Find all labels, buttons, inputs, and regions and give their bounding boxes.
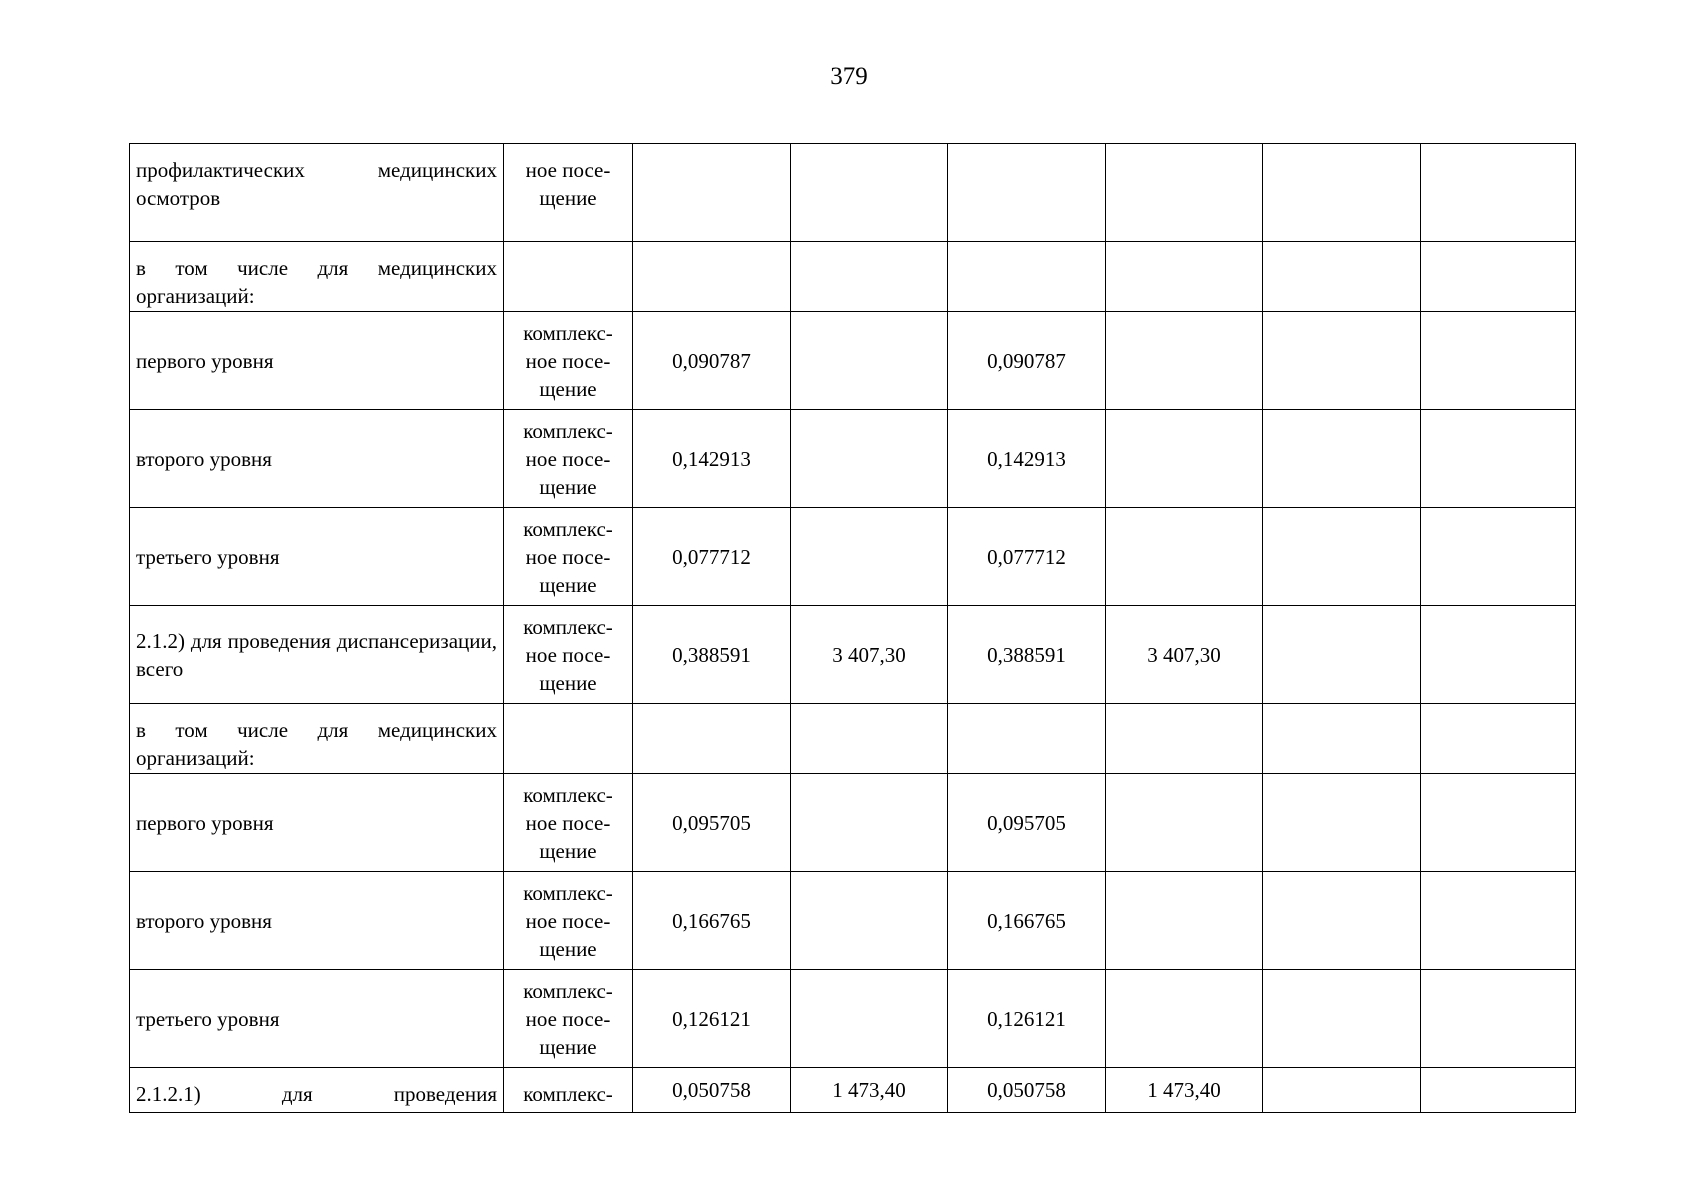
value-cell: 0,050758	[633, 1068, 791, 1113]
value-cell	[1421, 704, 1576, 774]
value-cell	[1106, 410, 1263, 508]
row-unit	[504, 144, 633, 242]
unit-line: ное посе-	[525, 158, 611, 182]
row-unit	[504, 508, 633, 606]
value-cell	[791, 872, 948, 970]
row-name: первого уровня	[130, 312, 504, 410]
data-table	[129, 143, 1576, 1113]
row-name: третьего уровня	[130, 508, 504, 606]
unit-line: комплекс-	[523, 516, 613, 541]
page-number: 379	[830, 63, 868, 90]
value-cell	[1106, 508, 1263, 606]
value-cell	[1263, 872, 1421, 970]
row-name: в том числе для медицинских организаций:	[130, 704, 504, 774]
row-name: второго уровня	[130, 872, 504, 970]
value-cell	[1263, 774, 1421, 872]
unit-line: щение	[539, 474, 597, 499]
unit-line: щение	[539, 572, 597, 597]
value-cell	[1263, 606, 1421, 704]
value-cell	[791, 312, 948, 410]
unit-line: комплекс-	[523, 782, 613, 807]
value-cell	[1421, 144, 1576, 242]
value-cell: 0,388591	[948, 606, 1106, 704]
row-unit	[504, 872, 633, 970]
value-cell	[1263, 242, 1421, 312]
value-cell	[1263, 508, 1421, 606]
row-unit	[504, 410, 633, 508]
value-cell	[1421, 872, 1576, 970]
value-cell	[1421, 606, 1576, 704]
value-cell	[633, 242, 791, 312]
value-cell: 0,166765	[633, 872, 791, 970]
value-cell	[948, 242, 1106, 312]
value-cell: 0,050758	[948, 1068, 1106, 1113]
table-row	[130, 970, 1576, 1068]
value-cell: 0,077712	[948, 508, 1106, 606]
value-cell	[791, 970, 948, 1068]
value-cell	[1263, 1068, 1421, 1113]
value-cell: 3 407,30	[791, 606, 948, 704]
value-cell: 1 473,40	[791, 1068, 948, 1113]
value-cell: 0,095705	[948, 774, 1106, 872]
value-cell	[1421, 1068, 1576, 1113]
unit-line: щение	[539, 670, 597, 695]
unit-line: щение	[539, 936, 597, 961]
value-cell: 1 473,40	[1106, 1068, 1263, 1113]
unit-line: комплекс-	[523, 418, 613, 443]
value-cell	[948, 704, 1106, 774]
unit-line: комплекс-	[523, 978, 613, 1003]
unit-line: комплекс-	[523, 320, 613, 345]
value-cell: 0,166765	[948, 872, 1106, 970]
table-row	[130, 606, 1576, 704]
row-unit	[504, 312, 633, 410]
value-cell: 0,126121	[948, 970, 1106, 1068]
unit-line: щение	[539, 376, 597, 401]
value-cell	[1106, 704, 1263, 774]
value-cell	[1106, 970, 1263, 1068]
unit-line: ное посе-	[525, 348, 611, 373]
row-name: в том числе для медицинских организаций:	[130, 242, 504, 312]
table-row	[130, 312, 1576, 410]
value-cell	[633, 144, 791, 242]
table-row	[130, 410, 1576, 508]
value-cell	[1263, 704, 1421, 774]
row-name: первого уровня	[130, 774, 504, 872]
table-row	[130, 508, 1576, 606]
value-cell	[1263, 970, 1421, 1068]
row-unit	[504, 1068, 633, 1113]
value-cell	[791, 242, 948, 312]
row-name: профилактических медицинских осмотров	[130, 144, 504, 242]
row-name: 2.1.2) для проведения диспансеризации, всего	[130, 606, 504, 704]
table-row	[130, 704, 1576, 774]
value-cell: 0,090787	[948, 312, 1106, 410]
table-row	[130, 144, 1576, 242]
table-row	[130, 872, 1576, 970]
unit-line: комплекс-	[523, 614, 613, 639]
value-cell	[1421, 508, 1576, 606]
table-row	[130, 774, 1576, 872]
value-cell	[1421, 410, 1576, 508]
value-cell	[791, 144, 948, 242]
unit-line: ное посе-	[525, 642, 611, 667]
value-cell: 0,095705	[633, 774, 791, 872]
value-cell	[791, 774, 948, 872]
value-cell: 0,077712	[633, 508, 791, 606]
unit-line: ное посе-	[525, 544, 611, 569]
unit-line: комплекс-	[523, 1082, 613, 1106]
value-cell	[1421, 312, 1576, 410]
row-unit	[504, 774, 633, 872]
value-cell	[1263, 312, 1421, 410]
value-cell	[633, 704, 791, 774]
unit-line: щение	[539, 838, 597, 863]
value-cell	[1421, 774, 1576, 872]
value-cell	[1263, 410, 1421, 508]
value-cell	[948, 144, 1106, 242]
value-cell: 0,090787	[633, 312, 791, 410]
value-cell: 0,142913	[633, 410, 791, 508]
value-cell	[1106, 242, 1263, 312]
value-cell	[1106, 312, 1263, 410]
row-unit	[504, 606, 633, 704]
value-cell	[1421, 970, 1576, 1068]
value-cell	[1421, 242, 1576, 312]
value-cell	[1106, 774, 1263, 872]
unit-line: щение	[539, 1034, 597, 1059]
unit-line: ное посе-	[525, 1006, 611, 1031]
value-cell	[791, 704, 948, 774]
value-cell	[1106, 872, 1263, 970]
row-unit	[504, 704, 633, 774]
table-row	[130, 242, 1576, 312]
row-name: второго уровня	[130, 410, 504, 508]
value-cell	[791, 410, 948, 508]
table-row	[130, 1068, 1576, 1113]
value-cell: 0,126121	[633, 970, 791, 1068]
row-name: третьего уровня	[130, 970, 504, 1068]
value-cell	[1263, 144, 1421, 242]
unit-line: ное посе-	[525, 446, 611, 471]
value-cell	[791, 508, 948, 606]
unit-line: комплекс-	[523, 880, 613, 905]
value-cell: 0,142913	[948, 410, 1106, 508]
value-cell	[1106, 144, 1263, 242]
unit-line: щение	[539, 186, 597, 210]
unit-line: ное посе-	[525, 810, 611, 835]
row-name: 2.1.2.1) для проведения	[130, 1068, 504, 1113]
value-cell: 3 407,30	[1106, 606, 1263, 704]
value-cell: 0,388591	[633, 606, 791, 704]
row-unit	[504, 970, 633, 1068]
unit-line: ное посе-	[525, 908, 611, 933]
row-unit	[504, 242, 633, 312]
